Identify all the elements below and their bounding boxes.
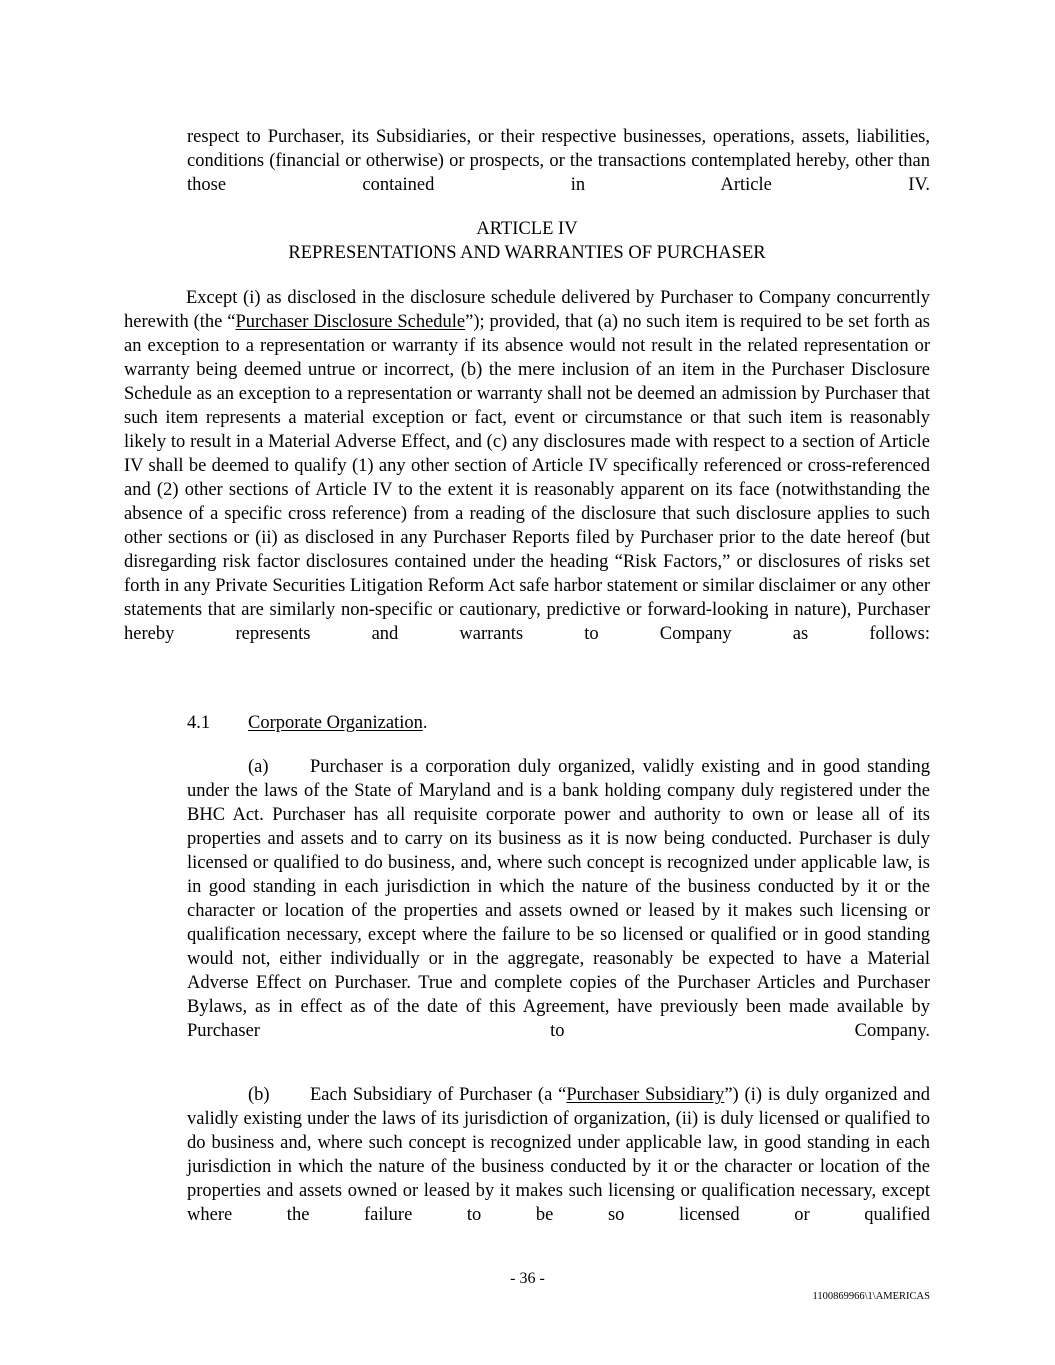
- page-number: - 36 -: [510, 1270, 545, 1287]
- paragraph-b-text-start: Each Subsidiary of Purchaser (a “: [310, 1085, 567, 1105]
- paragraph-a-label: (a): [248, 757, 269, 777]
- preamble-text-start: Except (i) as disclosed in the disclosure schedule delivered by Purchaser to Company concurrently herewith (the “: [124, 288, 930, 332]
- paragraph-b-text-rest: ”) (i) is duly organized and validly existing under the laws of its jurisdiction of organization, (ii) is duly licensed or qualified to do business and, where such concept is recognized under applicable law, in good standing in each jurisdiction in which the nature of the business conducted by it or the character or location of the properties and assets owned or leased by it makes such licensing or qualification necessary, except where the failure to be so licensed or qualified: [187, 1085, 930, 1225]
- paragraph-a: [187, 755, 930, 1067]
- article-number: ARTICLE IV: [476, 219, 578, 239]
- defined-term-purchaser-subsidiary: Purchaser Subsidiary: [566, 1085, 725, 1105]
- paragraph-b: [187, 1083, 930, 1251]
- section-number: 4.1: [187, 713, 211, 733]
- article-title: REPRESENTATIONS AND WARRANTIES OF PURCHASER: [288, 243, 766, 263]
- preamble-paragraph: [124, 286, 930, 670]
- section-title: Corporate Organization: [248, 713, 423, 733]
- defined-term-purchaser-disclosure-schedule: Purchaser Disclosure Schedule: [235, 312, 466, 332]
- paragraph-b-label: (b): [248, 1085, 270, 1105]
- paragraph-a-text: Purchaser is a corporation duly organized, validly existing and in good standing under the laws of the State of Maryland and is a bank holding company duly registered under the BHC Act. Purchaser has all requisite corporate power and authority to own or lease all of its properties and assets and to carry on its business as it is now being conducted. Purchaser is duly licensed or qualified to do business, and, where such concept is recognized under applicable law, is in good standing in each jurisdiction in which the nature of the business conducted by it or the character or location of the properties and assets owned or leased by it makes such licensing or qualification necessary, except where the failure to be so licensed or qualified or in good standing would not, either individually or in the aggregate, reasonably be expected to have a Material Adverse Effect on Purchaser. True and complete copies of the Purchaser Articles and Purchaser Bylaws, as in effect as of the date of this Agreement, have previously been made available by Purchaser to Company.: [187, 757, 930, 1041]
- preamble-text-rest: ”); provided, that (a) no such item is required to be set forth as an exception to a representation or warranty if its absence would not result in the related representation or warranty being deemed untrue or incorrect, (b) the mere inclusion of an item in the Purchaser Disclosure Schedule as an exception to a representation or warranty shall not be deemed an admission by Purchaser that such item represents a material exception or fact, event or circumstance or that such item is reasonably likely to result in a Material Adverse Effect, and (c) any disclosures made with respect to a section of Article IV shall be deemed to qualify (1) any other section of Article IV specifically referenced or cross-referenced and (2) other sections of Article IV to the extent it is reasonably apparent on its face (notwithstanding the absence of a specific cross reference) from a reading of the disclosure that such disclosure applies to such other sections or (ii) as disclosed in any Purchaser Reports filed by Purchaser prior to the date hereof (but disregarding risk factor disclosures contained under the heading “Risk Factors,” or disclosures of risks set forth in any Private Securities Litigation Reform Act safe harbor statement or similar disclaimer or any other statements that are similarly non-specific or cautionary, predictive or forward-looking in nature), Purchaser hereby represents and warrants to Company as follows:: [124, 312, 930, 644]
- section-title-period: .: [422, 713, 428, 733]
- document-id: 1100869966\1\AMERICAS: [812, 1291, 930, 1302]
- intro-paragraph: [187, 125, 930, 221]
- section-heading-4-1: [187, 711, 427, 735]
- intro-text: respect to Purchaser, its Subsidiaries, or their respective businesses, operations, assets, liabilities, conditions (financial or otherwise) or prospects, or the transactions contemplated hereby, other than those contained in Article IV.: [187, 127, 930, 195]
